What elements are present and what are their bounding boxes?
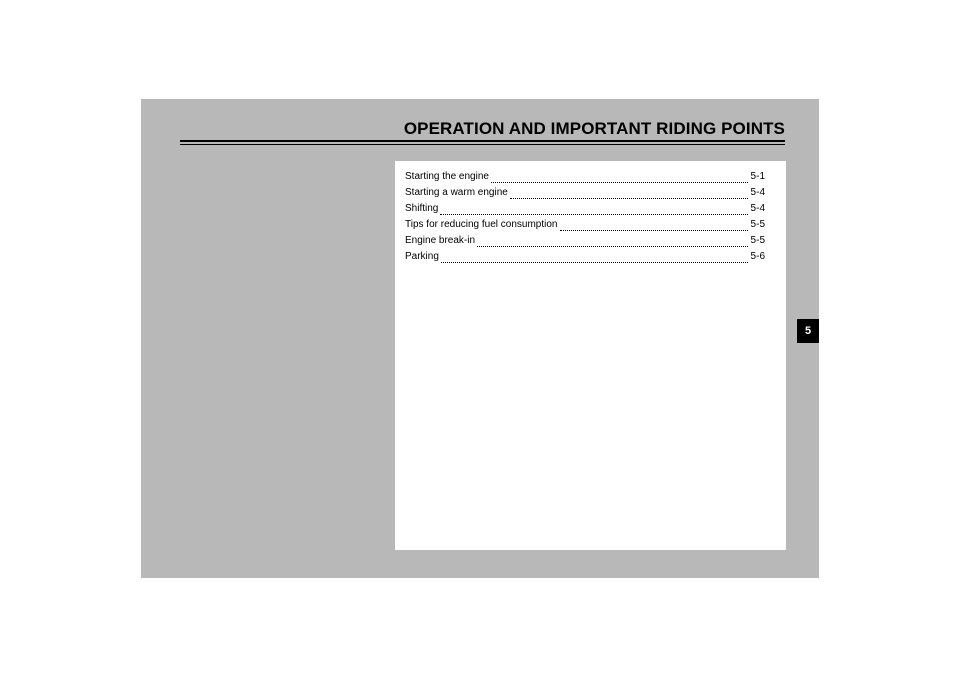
toc-entry-parking[interactable] — [405, 251, 765, 267]
toc-entry-page: 5-6 — [750, 251, 765, 262]
toc-entry-label: Starting the engine — [405, 171, 489, 182]
toc-leader-dots — [491, 181, 748, 183]
toc-entry-starting-a-warm-engine[interactable] — [405, 187, 765, 203]
toc-entry-label: Parking — [405, 251, 439, 262]
toc-entry-engine-break-in[interactable] — [405, 235, 765, 251]
toc-entry-page: 5-4 — [750, 203, 765, 214]
toc-entry-page: 5-5 — [750, 219, 765, 230]
toc-leader-dots — [560, 229, 748, 231]
table-of-contents — [405, 171, 765, 267]
table-of-contents-panel — [395, 161, 786, 550]
title-rule-thick — [180, 140, 785, 142]
toc-entry-shifting[interactable] — [405, 203, 765, 219]
toc-entry-label: Tips for reducing fuel consumption — [405, 219, 558, 230]
toc-leader-dots — [440, 213, 747, 215]
title-rule-thin — [180, 144, 785, 145]
manual-page — [141, 99, 819, 578]
toc-entry-page: 5-5 — [750, 235, 765, 246]
toc-leader-dots — [510, 197, 748, 199]
toc-leader-dots — [441, 261, 748, 263]
toc-leader-dots — [477, 245, 748, 247]
toc-entry-label: Starting a warm engine — [405, 187, 508, 198]
toc-entry-starting-the-engine[interactable] — [405, 171, 765, 187]
toc-entry-page: 5-4 — [750, 187, 765, 198]
toc-entry-label: Shifting — [405, 203, 439, 214]
chapter-title: OPERATION AND IMPORTANT RIDING POINTS — [403, 119, 785, 138]
toc-entry-tips-for-reducing-fuel-consumption[interactable] — [405, 219, 765, 235]
toc-entry-page: 5-1 — [750, 171, 765, 182]
chapter-tab[interactable]: 5 — [797, 319, 819, 343]
toc-entry-label: Engine break-in — [405, 235, 476, 246]
